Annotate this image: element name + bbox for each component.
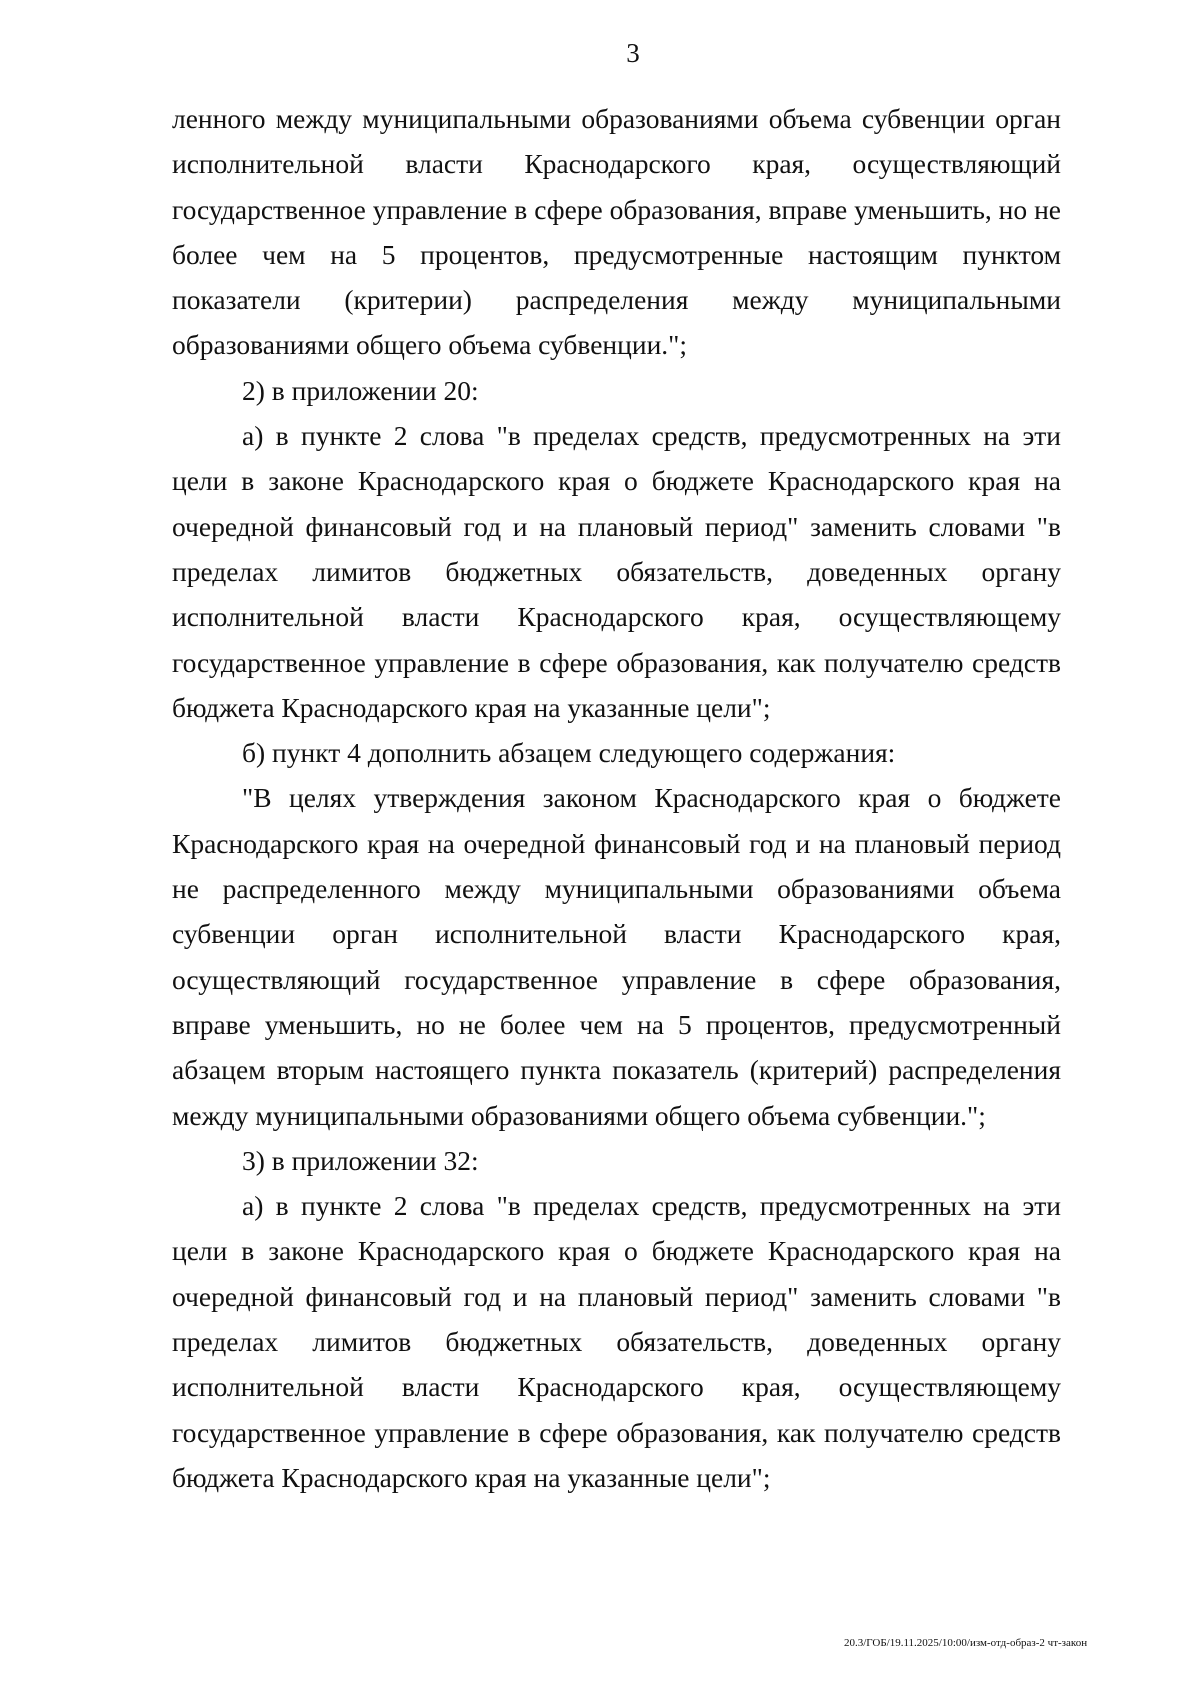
paragraph-quoted-amendment: "В целях утверждения законом Краснодарского края о бюджете Краснодарского края на очередной финансовый год и на плановый период не распределенного между муниципальными образованиями объема субвенции орган исполнительной власти Краснодарского края, осуществляющий государственное управление в сфере образования, вправе уменьшить, но не более чем на 5 процентов, предусмотренный абзацем вторым настоящего пункта показатель (критерий) распределения между муниципальными образованиями общего объема субвенции."; xyxy=(172,782,1061,1131)
document-footer-code: 20.3/ГОБ/19.11.2025/10:00/изм-отд-образ-2 чт-закон xyxy=(844,1637,1088,1649)
paragraph-item-2a: а) в пункте 2 слова "в пределах средств, предусмотренных на эти цели в законе Краснодарского края о бюджете Краснодарского края на очередной финансовый год и на плановый период" заменить словами "в пределах лимитов бюджетных обязательств, доведенных органу исполнительной власти Краснодарского края, осуществляющему государственное управление в сфере образования, как получателю средств бюджета Краснодарского края на указанные цели"; xyxy=(172,420,1061,723)
paragraph-continuation: ленного между муниципальными образованиями объема субвенции орган исполнительной власти Краснодарского края, осуществляющий государственное управление в сфере образования, вправе уменьшить, но не более чем на 5 процентов, предусмотренные настоящим пунктом показатели (критерии) распределения между муниципальными образованиями общего объема субвенции."; xyxy=(172,103,1061,361)
paragraph-item-2: 2) в приложении 20: xyxy=(242,374,479,406)
body-text xyxy=(172,96,1061,1500)
page-number: 3 xyxy=(626,38,640,68)
paragraph-item-3: 3) в приложении 32: xyxy=(242,1144,479,1176)
paragraph-item-3a: а) в пункте 2 слова "в пределах средств, предусмотренных на эти цели в законе Краснодарского края о бюджете Краснодарского края на очередной финансовый год и на плановый период" заменить словами "в пределах лимитов бюджетных обязательств, доведенных органу исполнительной власти Краснодарского края, осуществляющему государственное управление в сфере образования, как получателю средств бюджета Краснодарского края на указанные цели"; xyxy=(172,1190,1061,1493)
paragraph-item-2b: б) пункт 4 дополнить абзацем следующего содержания: xyxy=(242,737,896,769)
